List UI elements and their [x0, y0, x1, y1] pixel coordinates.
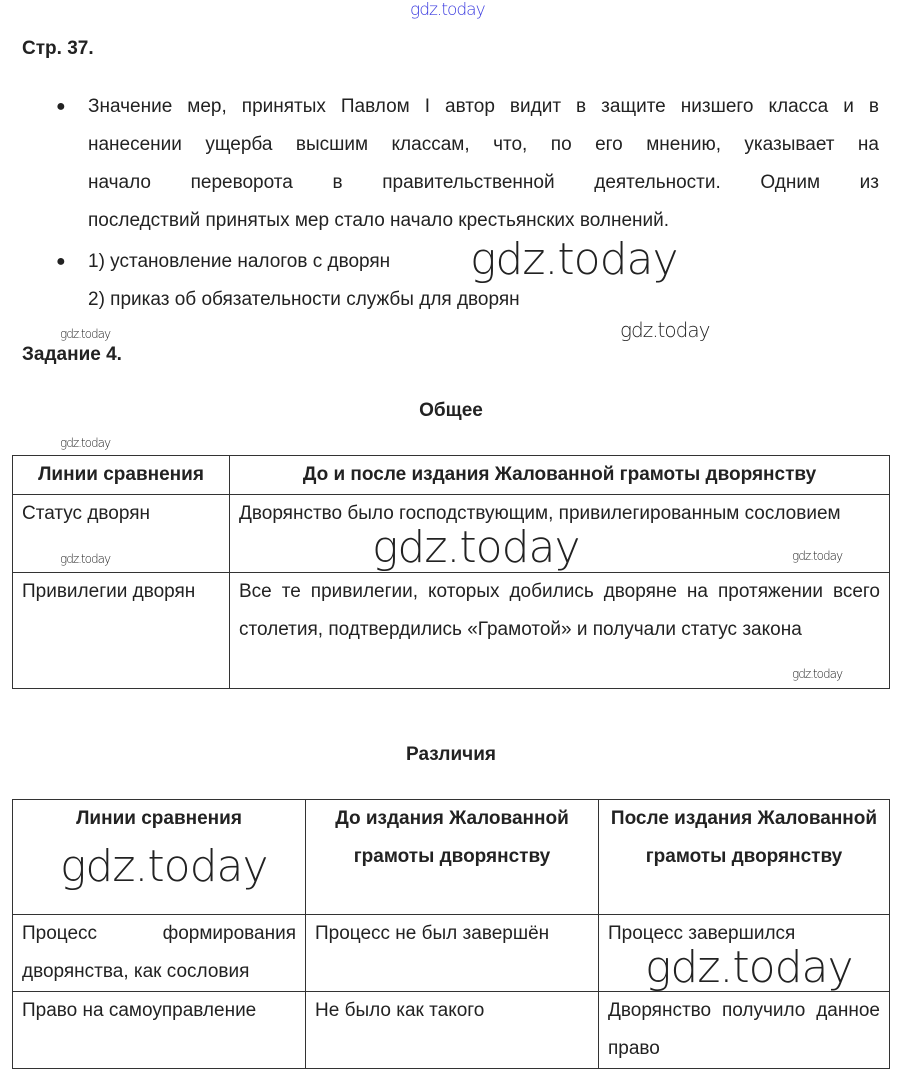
- table-row: [13, 573, 890, 689]
- table-cell: Право на самоуправление: [13, 992, 306, 1069]
- task-title: Задание 4.: [22, 344, 122, 365]
- table-row: [13, 992, 890, 1069]
- paragraph-line: начало переворота в правительственной деятельности. Одним из: [88, 172, 879, 193]
- list-item: 2) приказ об обязательности службы для дворян: [88, 289, 520, 310]
- list-item: 1) установление налогов с дворян: [88, 251, 391, 272]
- watermark: gdz.today: [620, 318, 710, 342]
- bullet-icon: ●: [56, 98, 66, 115]
- table-cell: Дворянство получило данное право: [599, 992, 890, 1069]
- header-cell: Линии сравнения: [13, 456, 230, 495]
- watermark: gdz.today: [792, 667, 843, 681]
- table1-title: Общее: [419, 400, 483, 421]
- watermark: gdz.today: [372, 522, 580, 573]
- table-cell: Процесс не был завершён: [306, 915, 599, 992]
- watermark: gdz.today: [470, 234, 678, 285]
- watermark: gdz.today: [60, 552, 111, 566]
- table-cell: Не было как такого: [306, 992, 599, 1069]
- header-cell: До и после издания Жалованной грамоты дворянству: [230, 456, 890, 495]
- watermark: gdz.today: [645, 942, 853, 993]
- table2-title: Различия: [406, 744, 496, 765]
- differences-table: [12, 799, 890, 1069]
- bullet-icon: ●: [56, 253, 66, 270]
- table-cell: Привилегии дворян: [13, 573, 230, 689]
- header-cell: Линии сравнения: [13, 800, 306, 915]
- watermark: gdz.today: [60, 327, 111, 341]
- table-cell: Процесс завершился: [599, 915, 890, 992]
- table-header-row: [13, 456, 890, 495]
- header-cell: До издания Жалованной грамоты дворянству: [306, 800, 599, 915]
- table-cell: Дворянство было господствующим, привилегированным сословием: [230, 495, 890, 573]
- header-cell: После издания Жалованной грамоты дворянству: [599, 800, 890, 915]
- page-label: Стр. 37.: [22, 38, 94, 59]
- watermark: gdz.today: [792, 549, 843, 563]
- table-cell: Статус дворян: [13, 495, 230, 573]
- table-cell: Все те привилегии, которых добились дворяне на протяжении всего столетия, подтвердились «Грамотой» и получали статус закона: [230, 573, 890, 689]
- paragraph-line: нанесении ущерба высшим классам, что, по его мнению, указывает на: [88, 134, 879, 155]
- watermark: gdz.today: [60, 841, 268, 892]
- watermark: gdz.today: [60, 436, 111, 450]
- watermark-top: gdz.today: [410, 0, 485, 20]
- table-cell: Процесс формирования дворянства, как сословия: [13, 915, 306, 992]
- paragraph-line: последствий принятых мер стало начало крестьянских волнений.: [88, 210, 670, 231]
- paragraph-line: Значение мер, принятых Павлом I автор видит в защите низшего класса и в: [88, 96, 879, 117]
